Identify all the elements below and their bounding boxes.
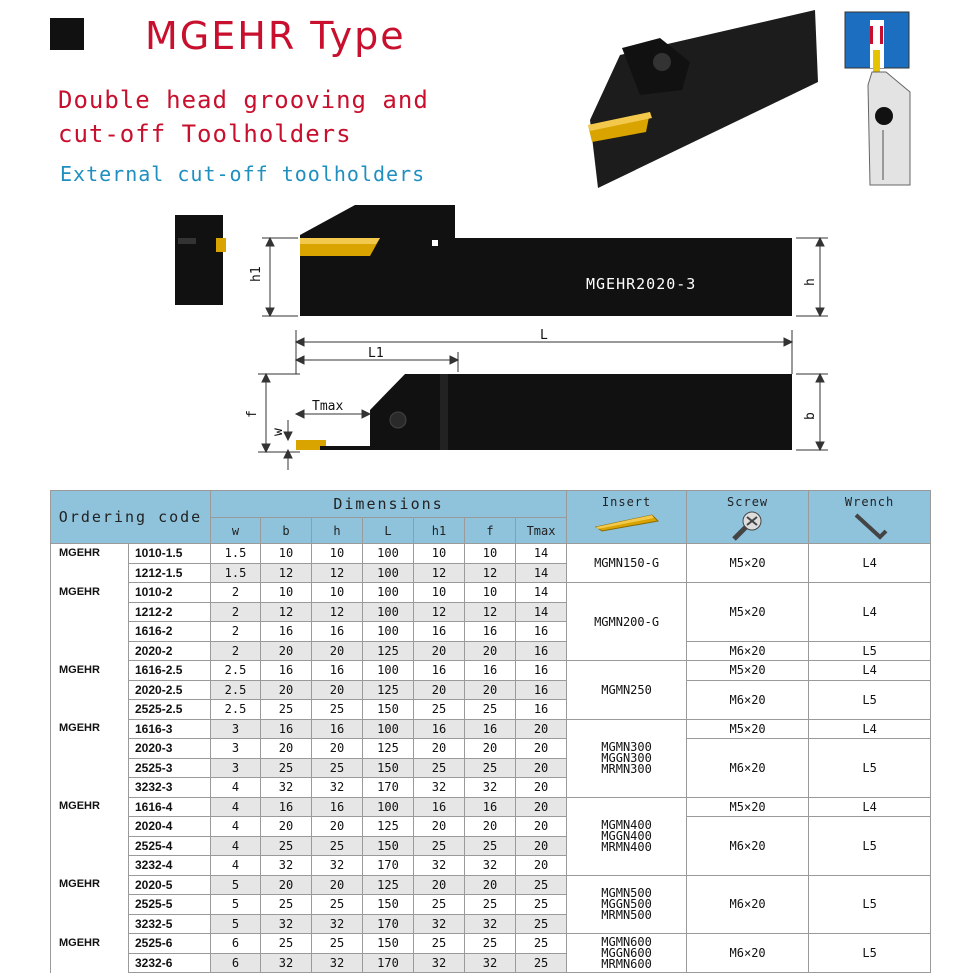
- screw-cell: M6×20: [687, 875, 809, 934]
- product-photo: [588, 10, 818, 188]
- dim-l: 150: [363, 895, 414, 915]
- ordering-code: 2020-5: [129, 875, 211, 895]
- dim-h: 12: [312, 563, 363, 583]
- dim-b: 32: [261, 778, 312, 798]
- dim-h: 10: [312, 544, 363, 564]
- dim-l: 100: [363, 544, 414, 564]
- table-row: [51, 719, 931, 739]
- dim-b: 25: [261, 934, 312, 954]
- label-b: b: [803, 412, 818, 420]
- dim-tmax: 20: [516, 797, 567, 817]
- wrench-cell: L4: [809, 661, 931, 681]
- wrench-cell: L4: [809, 719, 931, 739]
- ordering-code: 1616-2.5: [129, 661, 211, 681]
- label-f: f: [245, 410, 260, 418]
- family-name: MGEHR: [51, 797, 129, 875]
- ordering-code: 1616-2: [129, 622, 211, 642]
- dim-w: 4: [211, 836, 261, 856]
- ordering-code: 3232-4: [129, 856, 211, 876]
- insert-header-label: Insert: [601, 495, 652, 509]
- dim-tmax: 16: [516, 661, 567, 681]
- insert-icon: [592, 511, 662, 533]
- dimensions-header: Dimensions: [211, 491, 567, 518]
- insert-cell: MGMN200-G: [567, 583, 687, 661]
- tool-code-label: MGEHR2020-3: [586, 275, 697, 293]
- tool-top-view: [296, 374, 792, 450]
- dim-b: 16: [261, 622, 312, 642]
- screw-cell: M5×20: [687, 797, 809, 817]
- family-name: MGEHR: [51, 875, 129, 934]
- dim-f: 32: [465, 778, 516, 798]
- dim-f: 32: [465, 914, 516, 934]
- family-name: MGEHR: [51, 934, 129, 973]
- dim-tmax: 25: [516, 895, 567, 915]
- ordering-code: 2525-6: [129, 934, 211, 954]
- dim-l: 100: [363, 583, 414, 603]
- dim-h1: [262, 238, 298, 316]
- dim-tmax: 16: [516, 700, 567, 720]
- page-title: MGEHR Type: [145, 14, 406, 58]
- dim-h1: 25: [414, 836, 465, 856]
- dim-l: 170: [363, 914, 414, 934]
- dim-l: 150: [363, 700, 414, 720]
- insert-cell: MGMN500 MGGN500 MRMN500: [567, 875, 687, 934]
- dim-l: 170: [363, 856, 414, 876]
- dim-b: 20: [261, 680, 312, 700]
- dim-f: 25: [465, 895, 516, 915]
- label-h1: h1: [249, 266, 264, 282]
- dim-h1: 32: [414, 914, 465, 934]
- dim-h: 25: [312, 758, 363, 778]
- dim-b: [796, 374, 828, 450]
- dim-h: 32: [312, 914, 363, 934]
- ordering-code-header: Ordering code: [51, 491, 211, 544]
- dim-h: 20: [312, 875, 363, 895]
- dim-b: 12: [261, 602, 312, 622]
- dim-b: 25: [261, 700, 312, 720]
- dim-h1: 10: [414, 544, 465, 564]
- dim-tmax: 16: [516, 622, 567, 642]
- dim-w: 4: [211, 778, 261, 798]
- wrench-cell: L4: [809, 544, 931, 583]
- label-h: h: [803, 278, 818, 286]
- dim-h: 25: [312, 700, 363, 720]
- dim-w: 2.5: [211, 700, 261, 720]
- table-row: [51, 680, 931, 700]
- dim-b: 16: [261, 661, 312, 681]
- dim-b: 10: [261, 544, 312, 564]
- dim-w: 6: [211, 953, 261, 973]
- end-view: [175, 215, 226, 305]
- dim-w: 2: [211, 583, 261, 603]
- dim-b: 25: [261, 758, 312, 778]
- dim-h1: 25: [414, 758, 465, 778]
- dim-f: 12: [465, 602, 516, 622]
- ordering-code: 3232-3: [129, 778, 211, 798]
- dim-w: 2.5: [211, 680, 261, 700]
- dim-h: 32: [312, 856, 363, 876]
- usage-diagram: [845, 12, 910, 185]
- wrench-cell: L5: [809, 934, 931, 973]
- dim-f: 10: [465, 544, 516, 564]
- dim-l: 100: [363, 797, 414, 817]
- wrench-header-label: Wrench: [844, 495, 895, 509]
- family-name: MGEHR: [51, 583, 129, 661]
- screw-cell: M5×20: [687, 661, 809, 681]
- label-Tmax: Tmax: [312, 399, 344, 414]
- dim-w: 4: [211, 856, 261, 876]
- screw-cell: M5×20: [687, 719, 809, 739]
- family-name: MGEHR: [51, 661, 129, 720]
- ordering-code: 2020-4: [129, 817, 211, 837]
- dim-col-header-w: w: [211, 518, 261, 544]
- dim-col-header-tmax: Tmax: [516, 518, 567, 544]
- family-name: MGEHR: [51, 719, 129, 797]
- screw-header-label: Screw: [727, 495, 769, 509]
- insert-cell: MGMN150-G: [567, 544, 687, 583]
- dim-w: 3: [211, 758, 261, 778]
- dim-h: 12: [312, 602, 363, 622]
- dim-w: 2: [211, 641, 261, 661]
- dim-h1: 20: [414, 641, 465, 661]
- dim-f: 32: [465, 953, 516, 973]
- label-L1: L1: [368, 346, 384, 361]
- dim-f: 20: [465, 680, 516, 700]
- dim-tmax: 14: [516, 544, 567, 564]
- insert-cell: MGMN600 MGGN600 MRMN600: [567, 934, 687, 973]
- dim-h: 20: [312, 680, 363, 700]
- ordering-code: 2525-2.5: [129, 700, 211, 720]
- dim-col-header-h1: h1: [414, 518, 465, 544]
- dim-l: 100: [363, 622, 414, 642]
- wrench-icon: [850, 511, 890, 541]
- screw-cell: M6×20: [687, 739, 809, 798]
- dim-tmax: 20: [516, 758, 567, 778]
- dim-l: 125: [363, 680, 414, 700]
- dim-f: 20: [465, 641, 516, 661]
- insert-header: [567, 491, 687, 544]
- screw-cell: M6×20: [687, 934, 809, 973]
- dim-w: 5: [211, 875, 261, 895]
- dim-b: 32: [261, 914, 312, 934]
- dim-w: 2.5: [211, 661, 261, 681]
- dim-col-header-f: f: [465, 518, 516, 544]
- dim-tmax: 25: [516, 953, 567, 973]
- subtitle-line2: cut-off Toolholders: [58, 120, 352, 148]
- dim-h1: 25: [414, 895, 465, 915]
- family-name: MGEHR: [51, 544, 129, 583]
- dim-tmax: 25: [516, 934, 567, 954]
- dim-w: 3: [211, 739, 261, 759]
- subtitle-blue: External cut-off toolholders: [60, 162, 426, 186]
- screw-header: [687, 491, 809, 544]
- dim-w: 5: [211, 914, 261, 934]
- wrench-cell: L4: [809, 583, 931, 642]
- dim-l: 150: [363, 934, 414, 954]
- dim-b: 32: [261, 856, 312, 876]
- screw-icon: [728, 511, 768, 541]
- insert-cell: MGMN400 MGGN400 MRMN400: [567, 797, 687, 875]
- ordering-code: 2020-2.5: [129, 680, 211, 700]
- wrench-cell: L5: [809, 680, 931, 719]
- dim-tmax: 16: [516, 680, 567, 700]
- dim-l: 170: [363, 778, 414, 798]
- dim-b: 25: [261, 895, 312, 915]
- table-row: [51, 641, 931, 661]
- dim-l: 125: [363, 875, 414, 895]
- dim-h: 25: [312, 895, 363, 915]
- dim-f: 20: [465, 817, 516, 837]
- dim-f: 12: [465, 563, 516, 583]
- dim-w: 1.5: [211, 544, 261, 564]
- wrench-cell: L5: [809, 739, 931, 798]
- ordering-code: 1010-1.5: [129, 544, 211, 564]
- dim-f: [258, 374, 300, 452]
- ordering-code: 1616-3: [129, 719, 211, 739]
- dim-l: 150: [363, 758, 414, 778]
- dim-h1: 16: [414, 622, 465, 642]
- dim-f: 16: [465, 622, 516, 642]
- dim-h: 25: [312, 836, 363, 856]
- dim-h1: 20: [414, 680, 465, 700]
- dim-h1: 32: [414, 778, 465, 798]
- label-L: L: [540, 328, 548, 343]
- dim-tmax: 14: [516, 602, 567, 622]
- dim-h1: 32: [414, 953, 465, 973]
- dim-col-header-b: b: [261, 518, 312, 544]
- dim-f: 25: [465, 934, 516, 954]
- screw-cell: M5×20: [687, 544, 809, 583]
- dim-f: 25: [465, 758, 516, 778]
- dim-col-header-l: L: [363, 518, 414, 544]
- dim-h: 16: [312, 661, 363, 681]
- ordering-code: 1212-1.5: [129, 563, 211, 583]
- tool-side-view: [300, 205, 792, 316]
- dim-tmax: 20: [516, 719, 567, 739]
- screw-cell: M6×20: [687, 641, 809, 661]
- ordering-code: 2020-3: [129, 739, 211, 759]
- dim-tmax: 20: [516, 778, 567, 798]
- ordering-code: 2525-4: [129, 836, 211, 856]
- dim-l: 125: [363, 641, 414, 661]
- dim-h: 32: [312, 778, 363, 798]
- dim-b: 12: [261, 563, 312, 583]
- dim-h: 16: [312, 622, 363, 642]
- dim-f: 16: [465, 719, 516, 739]
- dim-f: 25: [465, 700, 516, 720]
- table-row: [51, 544, 931, 564]
- dim-tmax: 25: [516, 875, 567, 895]
- screw-cell: M6×20: [687, 817, 809, 876]
- dim-h1: 12: [414, 563, 465, 583]
- dim-w: [284, 420, 292, 470]
- dim-f: 10: [465, 583, 516, 603]
- dim-l: 125: [363, 739, 414, 759]
- dim-h: 16: [312, 719, 363, 739]
- dim-l: 100: [363, 563, 414, 583]
- dim-h1: 20: [414, 875, 465, 895]
- dim-w: 1.5: [211, 563, 261, 583]
- dim-h1: 32: [414, 856, 465, 876]
- dim-l: 125: [363, 817, 414, 837]
- dim-l: 170: [363, 953, 414, 973]
- dim-col-header-h: h: [312, 518, 363, 544]
- ordering-code: 2525-3: [129, 758, 211, 778]
- dim-tmax: 20: [516, 739, 567, 759]
- dim-h: 10: [312, 583, 363, 603]
- table-row: [51, 817, 931, 837]
- dim-w: 5: [211, 895, 261, 915]
- dim-h: 20: [312, 739, 363, 759]
- dim-h1: 16: [414, 797, 465, 817]
- dim-h1: 20: [414, 817, 465, 837]
- insert-cell: MGMN300 MGGN300 MRMN300: [567, 719, 687, 797]
- dim-f: 32: [465, 856, 516, 876]
- ordering-code: 3232-5: [129, 914, 211, 934]
- dim-h1: 16: [414, 719, 465, 739]
- dim-h1: 25: [414, 700, 465, 720]
- wrench-cell: L4: [809, 797, 931, 817]
- dim-w: 3: [211, 719, 261, 739]
- dim-l: 100: [363, 661, 414, 681]
- screw-cell: M5×20: [687, 583, 809, 642]
- dim-f: 20: [465, 739, 516, 759]
- ordering-code: 1616-4: [129, 797, 211, 817]
- dim-tmax: 20: [516, 817, 567, 837]
- ordering-code: 2020-2: [129, 641, 211, 661]
- subtitle-line1: Double head grooving and: [58, 86, 429, 114]
- dim-b: 20: [261, 739, 312, 759]
- dim-h: 32: [312, 953, 363, 973]
- wrench-header: [809, 491, 931, 544]
- dim-tmax: 14: [516, 563, 567, 583]
- table-row: [51, 934, 931, 954]
- insert-cell: MGMN250: [567, 661, 687, 720]
- dim-f: 16: [465, 797, 516, 817]
- dim-w: 4: [211, 817, 261, 837]
- dim-b: 20: [261, 817, 312, 837]
- dim-b: 16: [261, 719, 312, 739]
- dim-b: 32: [261, 953, 312, 973]
- dim-h1: 12: [414, 602, 465, 622]
- dim-h1: 10: [414, 583, 465, 603]
- table-row: [51, 583, 931, 603]
- dim-b: 10: [261, 583, 312, 603]
- dim-h: 16: [312, 797, 363, 817]
- dim-tmax: 20: [516, 856, 567, 876]
- dim-h: 25: [312, 934, 363, 954]
- ordering-code: 1212-2: [129, 602, 211, 622]
- table-row: [51, 875, 931, 895]
- dim-tmax: 16: [516, 641, 567, 661]
- dim-h1: 25: [414, 934, 465, 954]
- ordering-code: 3232-6: [129, 953, 211, 973]
- ordering-code: 2525-5: [129, 895, 211, 915]
- spec-table: [50, 490, 931, 973]
- wrench-cell: L5: [809, 875, 931, 934]
- dim-f: 20: [465, 875, 516, 895]
- dim-b: 20: [261, 641, 312, 661]
- dim-b: 25: [261, 836, 312, 856]
- dim-h: 20: [312, 641, 363, 661]
- label-w: w: [271, 428, 286, 436]
- dim-f: 25: [465, 836, 516, 856]
- dim-b: 16: [261, 797, 312, 817]
- dim-h1: 20: [414, 739, 465, 759]
- dim-h1: 16: [414, 661, 465, 681]
- dim-tmax: 25: [516, 914, 567, 934]
- dim-h: [796, 238, 828, 316]
- screw-cell: M6×20: [687, 680, 809, 719]
- dim-b: 20: [261, 875, 312, 895]
- dim-l: 100: [363, 719, 414, 739]
- dim-tmax: 14: [516, 583, 567, 603]
- dim-l: 150: [363, 836, 414, 856]
- table-row: [51, 661, 931, 681]
- wrench-cell: L5: [809, 817, 931, 876]
- dim-h: 20: [312, 817, 363, 837]
- dim-w: 2: [211, 622, 261, 642]
- dim-w: 6: [211, 934, 261, 954]
- dim-f: 16: [465, 661, 516, 681]
- wrench-cell: L5: [809, 641, 931, 661]
- dim-w: 2: [211, 602, 261, 622]
- table-row: [51, 797, 931, 817]
- table-row: [51, 739, 931, 759]
- dim-l: 100: [363, 602, 414, 622]
- dim-w: 4: [211, 797, 261, 817]
- ordering-code: 1010-2: [129, 583, 211, 603]
- dim-tmax: 20: [516, 836, 567, 856]
